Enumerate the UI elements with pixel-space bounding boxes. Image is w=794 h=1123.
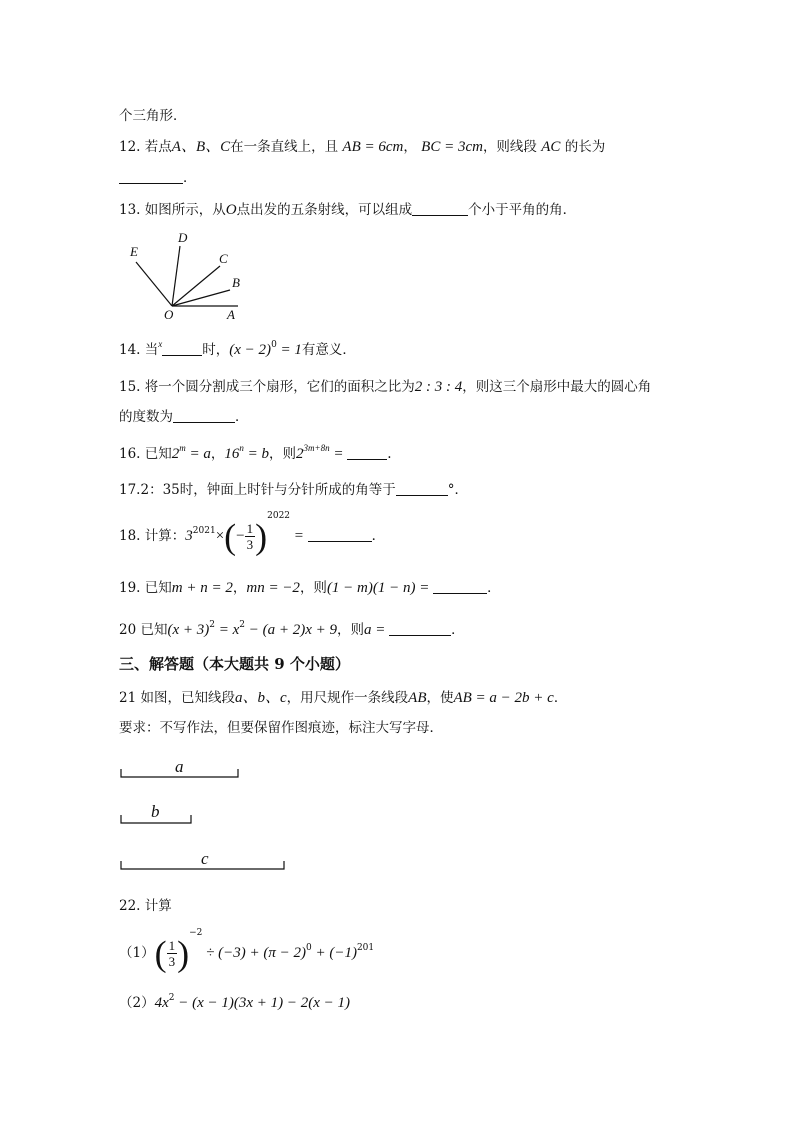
q20-text-1: 已知: [140, 622, 168, 638]
q15-blank[interactable]: [173, 410, 235, 423]
q19-end: ．: [487, 580, 501, 596]
q18-exp-1: 2021: [192, 526, 216, 536]
q16-rhs-1: = a: [185, 446, 211, 462]
q21-equation: AB = a − 2b + c: [453, 690, 554, 706]
q18-fraction: [245, 521, 256, 552]
question-20: [119, 618, 465, 639]
q12-bc: BC = 3cm: [421, 139, 483, 155]
q16-exp-1: m: [179, 443, 186, 453]
q16-rhs-2: = b: [243, 446, 270, 462]
label-a: A: [227, 307, 235, 322]
q22-p2-a: 4x: [154, 995, 169, 1011]
q15-text-3: 的度数为: [119, 409, 173, 425]
q11-tail: 个三角形．: [119, 108, 187, 124]
q14-exp: 0: [271, 340, 277, 350]
q22-p1-label: （1）: [119, 945, 155, 961]
q18-right-paren: ): [255, 516, 268, 557]
q18-frac-den: 3: [246, 537, 254, 552]
label-d: D: [178, 230, 188, 245]
q16-text-2: ，则: [269, 446, 297, 462]
q15-text-2: ，则这三个扇形中最大的圆心角: [462, 379, 652, 395]
q20-exp-2: 2: [239, 620, 246, 630]
q18-left-paren: (: [224, 516, 237, 557]
q20-rhs-a: = x: [215, 622, 240, 638]
q15-text-1: 将一个圆分割成三个扇形，它们的面积之比为: [144, 379, 415, 395]
q16-exp-3: 3m+8n: [303, 443, 330, 453]
q16-base-3: 2: [296, 446, 304, 462]
q18-frac-num: 1: [246, 521, 254, 536]
q19-blank[interactable]: [433, 581, 487, 594]
q12-text-2: 在一条直线上，且: [230, 139, 339, 155]
q14-text-2: 时，: [202, 342, 230, 358]
q22-p1-right-paren: ): [177, 933, 190, 974]
q22-part-1: [119, 928, 374, 975]
q20-number: 20: [119, 622, 137, 638]
q18-blank[interactable]: [308, 529, 372, 542]
q18-minus: −: [236, 528, 245, 544]
q21-segments: a、b、c: [234, 690, 287, 706]
q12-points: A、B、C: [171, 139, 231, 155]
q17-text-1: 2：35时，钟面上时针与分针所成的角等于: [140, 482, 396, 498]
q13-point-o: O: [225, 202, 237, 218]
q12-comma: ，: [403, 139, 417, 155]
q14-expr: (x − 2): [229, 342, 272, 358]
q22-p2-exp: 2: [168, 993, 175, 1003]
q13-rays-figure: [120, 226, 250, 326]
q22-p1-rest-2: + (−1): [311, 945, 357, 961]
q15-ratio: 2 : 3 : 4: [414, 379, 463, 395]
label-a-seg: a: [175, 757, 184, 776]
q20-lhs: (x + 3): [167, 622, 210, 638]
q18-end: ．: [371, 528, 386, 544]
q22-p1-fraction: [167, 938, 178, 969]
q15-number: 15.: [119, 379, 141, 395]
q17-blank[interactable]: [396, 483, 448, 496]
q12-text-3: ，则线段: [482, 139, 537, 155]
question-18: [119, 511, 385, 558]
q21-text-1: 如图，已知线段: [140, 690, 235, 706]
q16-number: 16.: [119, 446, 141, 462]
q20-var: a =: [364, 622, 390, 638]
label-o: O: [164, 307, 174, 322]
q21-ab: AB: [408, 690, 427, 706]
q21-segments-figure: [118, 755, 298, 875]
question-17: [119, 478, 468, 498]
q16-exp-2: n: [239, 443, 244, 453]
q12-text-1: 若点: [144, 139, 172, 155]
q13-text-1: 如图所示，从: [144, 202, 226, 218]
q21-text-2: ，用尺规作一条线段: [286, 690, 409, 706]
section-3-heading: 三、解答题（本大题共 9 个小题）: [119, 655, 350, 673]
q19-expr-1: m + n = 2: [171, 580, 233, 596]
question-21: [119, 686, 567, 707]
q12-blank[interactable]: [119, 171, 183, 184]
ray-od: [172, 246, 180, 306]
q20-rhs-b: − (a + 2)x + 9: [245, 622, 338, 638]
q22-p1-frac-num: 1: [168, 938, 176, 953]
q22-p1-rest: ÷ (−3) + (π − 2): [202, 945, 306, 961]
q18-eq: =: [290, 528, 308, 544]
q22-p2-label: （2）: [119, 995, 155, 1011]
label-b: B: [232, 275, 240, 290]
q16-base-1: 2: [171, 446, 180, 462]
q18-text-1: 计算：: [144, 528, 186, 544]
q14-eq: = 1: [276, 342, 302, 358]
label-c: C: [219, 251, 228, 266]
q12-ac: AC: [541, 139, 561, 155]
question-22-title: 22. 计算: [119, 898, 172, 914]
question-12: [119, 135, 605, 156]
question-19: [119, 576, 501, 597]
q16-blank[interactable]: [347, 447, 387, 460]
q14-number: 14.: [119, 342, 141, 358]
q14-text-3: 有意义．: [301, 342, 356, 358]
question-13: [119, 198, 576, 219]
q22-part-2: [119, 991, 350, 1012]
q13-blank[interactable]: [412, 203, 468, 216]
q19-text-1: 已知: [144, 580, 172, 596]
q22-p2-rest: − (x − 1)(3x + 1) − 2(x − 1): [174, 995, 351, 1011]
q12-number: 12.: [119, 139, 141, 155]
q16-comma: ，: [210, 446, 225, 462]
q14-text-1: 当: [144, 342, 159, 358]
label-e: E: [130, 244, 138, 259]
q12-ab: AB = 6cm: [342, 139, 404, 155]
q13-text-2: 点出发的五条射线，可以组成: [236, 202, 413, 218]
q16-text-1: 已知: [144, 446, 172, 462]
q12-answer-line: [119, 166, 197, 186]
q18-exp-2: 2022: [267, 511, 291, 521]
question-16: [119, 442, 392, 463]
q20-blank[interactable]: [389, 623, 451, 636]
q22-p1-exp: −2: [189, 928, 203, 938]
q12-end: ．: [183, 170, 197, 186]
q14-x: x: [158, 339, 163, 349]
q19-expr-2: mn = −2: [246, 580, 300, 596]
q18-base: 3: [185, 528, 193, 544]
q19-number: 19.: [119, 580, 141, 596]
q21-number: 21: [119, 690, 137, 706]
q19-comma: ，: [232, 580, 247, 596]
q19-text-2: ，则: [299, 580, 327, 596]
q13-number: 13.: [119, 202, 141, 218]
q17-end: °．: [447, 482, 469, 498]
q17-number: 17.: [119, 482, 141, 498]
q22-p1-frac-den: 3: [168, 954, 176, 969]
q21-end: ．: [553, 690, 568, 706]
question-15: [119, 375, 651, 396]
label-b-seg: b: [151, 802, 160, 821]
ray-oe: [136, 262, 172, 306]
q20-text-2: ，则: [337, 622, 365, 638]
question-14: [119, 338, 356, 359]
q22-p1-exp3: 201: [356, 943, 375, 953]
q16-end: .: [387, 446, 392, 462]
q16-base-2: 16: [224, 446, 240, 462]
q19-expr-3: (1 − m)(1 − n) =: [326, 580, 434, 596]
q18-times: ×: [215, 528, 225, 544]
q13-text-3: 个小于平角的角．: [468, 202, 577, 218]
label-c-seg: c: [201, 849, 209, 868]
q12-text-4: 的长为: [564, 139, 606, 155]
q20-end: ．: [451, 622, 465, 638]
q15-line-2: [119, 405, 249, 425]
q21-requirement: 要求：不写作法，但要保留作图痕迹，标注大写字母．: [119, 720, 443, 736]
q22-p1-exp0: 0: [305, 943, 312, 953]
q16-rhs-3: =: [329, 446, 348, 462]
q15-end: ．: [235, 409, 249, 425]
q20-exp: 2: [209, 620, 215, 630]
q14-blank[interactable]: [162, 343, 202, 356]
q21-text-3: ，使: [426, 690, 454, 706]
q22-p1-left-paren: (: [154, 933, 167, 974]
q18-number: 18.: [119, 528, 141, 544]
